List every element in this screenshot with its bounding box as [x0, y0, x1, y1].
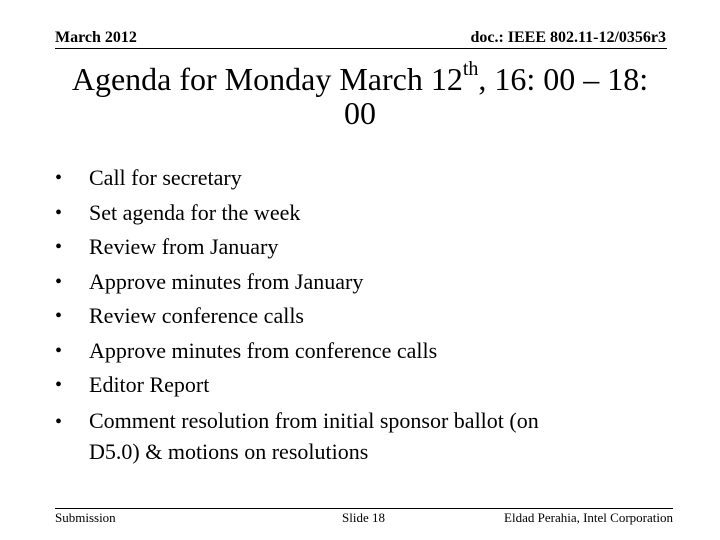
agenda-item-text: Review conference calls	[89, 303, 304, 328]
footer-divider	[55, 508, 673, 509]
bullet-icon: •	[55, 339, 63, 362]
bullet-icon: •	[55, 236, 63, 258]
bullet-icon: •	[55, 374, 63, 396]
title-prefix: Agenda for Monday March 12	[71, 61, 463, 97]
agenda-item	[55, 368, 662, 403]
title-suffix: , 16: 00 – 18: 00	[344, 61, 649, 131]
agenda-item-text: Editor Report	[89, 372, 210, 397]
bullet-icon: •	[55, 410, 63, 433]
agenda-item-text: Call for secretary	[89, 165, 242, 190]
agenda-item-text: Review from January	[89, 234, 279, 259]
header-divider	[55, 48, 667, 49]
header-doc-id: doc.: IEEE 802.11-12/0356r3	[470, 29, 666, 46]
agenda-item-text: Approve minutes from January	[89, 268, 364, 294]
bullet-icon: •	[55, 201, 63, 224]
agenda-item	[55, 299, 662, 334]
agenda-item-text: Comment resolution from initial sponsor ballot (on D5.0) & motions on resolutions	[89, 407, 539, 464]
agenda-item	[55, 405, 662, 467]
agenda-item-text: Approve minutes from conference calls	[89, 337, 438, 363]
title-superscript: th	[462, 58, 479, 81]
footer-submission: Submission	[55, 510, 116, 525]
agenda-item	[55, 161, 662, 196]
agenda-item	[55, 334, 662, 369]
agenda-item	[55, 230, 662, 265]
agenda-item	[55, 265, 662, 300]
agenda-item-text: Set agenda for the week	[89, 199, 301, 225]
slide-title	[60, 58, 660, 131]
header-date: March 2012	[55, 29, 137, 46]
footer-author: Eldad Perahia, Intel Corporation	[504, 510, 673, 525]
bullet-icon: •	[55, 305, 63, 327]
agenda-list	[55, 161, 662, 467]
bullet-icon: •	[55, 270, 63, 293]
agenda-item	[55, 196, 662, 231]
footer-slide-number: Slide 18	[342, 510, 385, 525]
bullet-icon: •	[55, 167, 63, 189]
